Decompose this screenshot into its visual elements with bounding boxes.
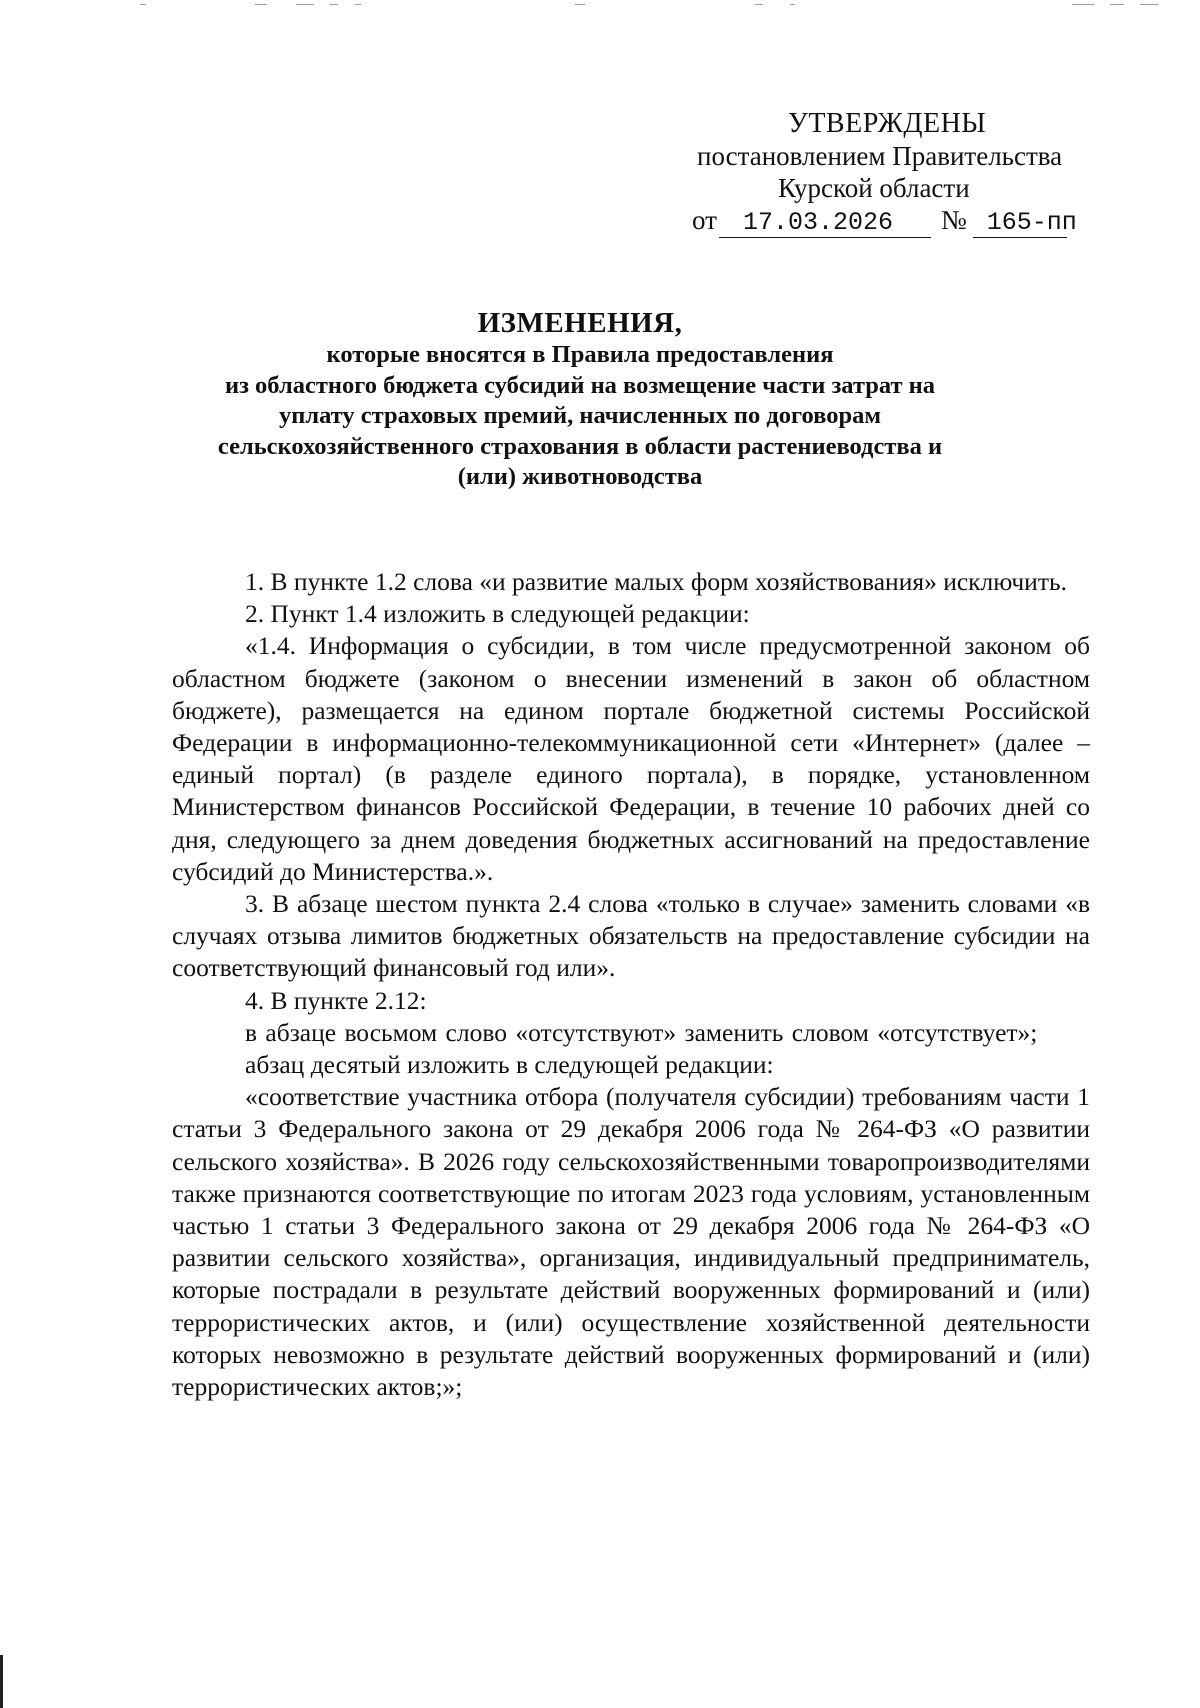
body-paragraph: 1. В пункте 1.2 слова «и развитие малых форм хозяйствования» исключить. xyxy=(245,567,1067,596)
scan-left-edge xyxy=(0,1655,3,1708)
title-main: ИЗМЕНЕНИЯ, xyxy=(477,307,683,339)
body-paragraph: 3. В абзаце шестом пункта 2.4 слова «только в случае» заменить словами «в случаях отзыва лимитов бюджетных обязательств на предоставление субсидии на соответствующий финансовый год или». xyxy=(172,889,1090,983)
body-paragraph: абзац десятый изложить в следующей редакции: xyxy=(245,1050,774,1080)
approved-label: УТВЕРЖДЕНЫ xyxy=(788,108,987,139)
region-line: Курской области xyxy=(778,173,970,203)
document-title xyxy=(150,306,1010,493)
title-line: которые вносятся в Правила предоставления xyxy=(326,341,834,368)
decree-date: 17.03.2026 xyxy=(719,209,931,238)
decree-line: постановлением Правительства xyxy=(697,141,1063,171)
body-paragraph: «1.4. Информация о субсидии, в том числе предусмотренной законом об областном бюджете (законом о внесении изменений в закон об областном бюджете), размещается на едином портале бюджетной системы Российской Федерации в информационно-телекоммуникационной сети «Интернет» (далее – единый портал) (в разделе единого портала), в порядке, установленном Министерством финансов Российской Федерации, в течение 10 рабочих дней со дня, следующего за днем доведения бюджетных ассигнований на предоставление субсидий до Министерства.». xyxy=(172,631,1090,886)
scan-edge-artifacts xyxy=(0,0,1200,10)
title-line: уплату страховых премий, начисленных по договорам xyxy=(278,402,882,429)
decree-number: 165-пп xyxy=(973,209,1067,238)
number-prefix: № xyxy=(940,205,967,235)
body-paragraph: в абзаце восьмом слово «отсутствуют» заменить словом «отсутствует»; xyxy=(245,1017,1038,1047)
date-number-line xyxy=(692,204,1077,238)
body-paragraph: «соответствие участника отбора (получателя субсидии) требованиям части 1 статьи 3 Федерального закона от 29 декабря 2006 года № 264-ФЗ «О развитии сельского хозяйства». В 2026 году сельскохозяйственными товаропроизводителями также признаются соответствующие по итогам 2023 года условиям, установленным частью 1 статьи 3 Федерального закона от 29 декабря 2006 года № 264-ФЗ «О развитии сельского хозяйства», организация, индивидуальный предприниматель, которые пострадали в результате действий вооруженных формирований и (или) террористических актов, и (или) осуществление хозяйственной деятельности которых невозможно в результате действий вооруженных формирований и (или) террористических актов;»; xyxy=(172,1082,1090,1402)
title-line: (или) животноводства xyxy=(457,463,703,490)
body-paragraph: 2. Пункт 1.4 изложить в следующей редакции: xyxy=(245,599,750,629)
date-prefix: от xyxy=(692,205,717,235)
body-paragraph: 4. В пункте 2.12: xyxy=(245,985,427,1015)
title-line: из областного бюджета субсидий на возмещение части затрат на xyxy=(224,371,936,399)
approval-stamp-block xyxy=(650,108,1100,236)
title-line: сельскохозяйственного страхования в области растениеводства и xyxy=(217,432,943,460)
document-body xyxy=(172,566,1090,1403)
